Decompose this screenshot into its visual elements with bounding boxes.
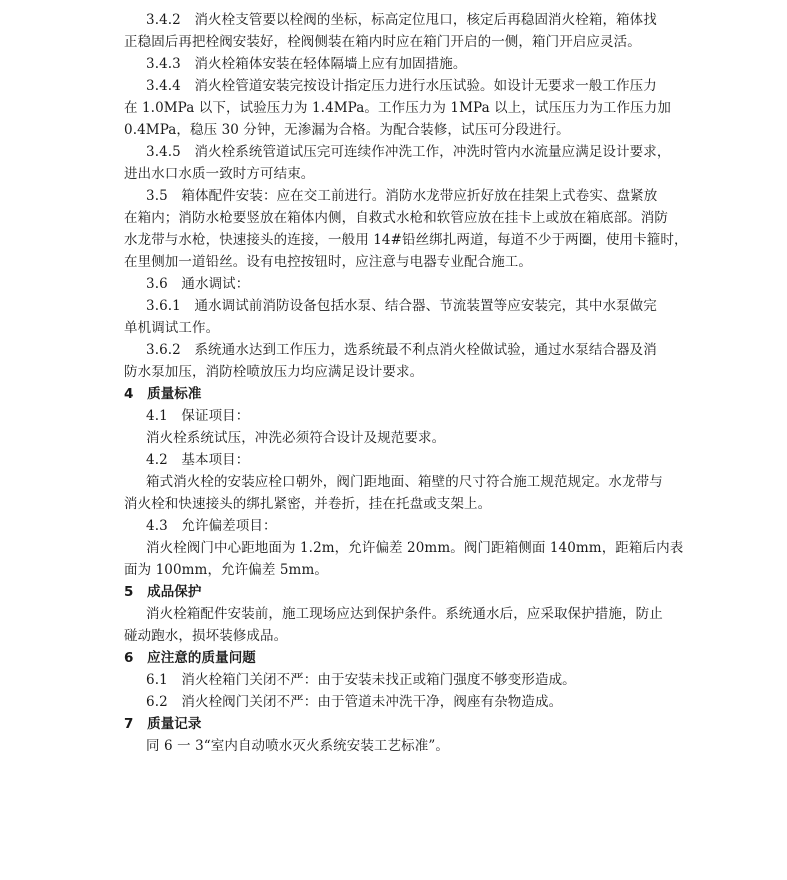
line-text: 4.3 允许偏差项目：	[146, 518, 277, 534]
line-text: 正稳固后再把栓阀安装好，栓阀侧装在箱内时应在箱门开启的一侧，箱门开启应灵活。	[124, 34, 641, 50]
line-text: 3.4.4 消火栓管道安装完按设计指定压力进行水压试验。如设计无要求一般工作压力	[146, 78, 657, 94]
text-line	[0, 230, 787, 251]
text-line	[0, 560, 787, 581]
line-text: 消火栓系统试压，冲洗必须符合设计及规范要求。	[146, 430, 446, 446]
line-text: 在里侧加一道铅丝。设有电控按钮时，应注意与电器专业配合施工。	[124, 254, 532, 270]
text-line	[0, 428, 787, 449]
section-heading	[0, 648, 787, 669]
section-heading	[0, 714, 787, 735]
line-text: 3.6.2 系统通水达到工作压力，选系统最不利点消火栓做试验，通过水泵结合器及消	[146, 342, 657, 358]
text-line	[0, 516, 787, 537]
line-text: 消火栓阀门中心距地面为 1.2m，允许偏差 20mm。阀门距箱侧面 140mm，距箱后内表	[146, 540, 684, 556]
line-text: 面为 100mm，允许偏差 5mm。	[124, 562, 328, 578]
section-heading	[0, 384, 787, 405]
line-text: 6.1 消火栓箱门关闭不严：由于安装未找正或箱门强度不够变形造成。	[146, 672, 576, 688]
text-line	[0, 274, 787, 295]
text-line	[0, 54, 787, 75]
text-line	[0, 670, 787, 691]
text-line	[0, 76, 787, 97]
text-line	[0, 98, 787, 119]
text-line	[0, 604, 787, 625]
line-text: 3.5 箱体配件安装：应在交工前进行。消防水龙带应折好放在挂架上式卷实、盘紧放	[146, 188, 658, 204]
line-text: 4.1 保证项目：	[146, 408, 250, 424]
line-text: 6 应注意的质量问题	[124, 650, 256, 666]
line-text: 4 质量标准	[124, 386, 202, 402]
text-line	[0, 142, 787, 163]
line-text: 消火栓和快速接头的绑扎紧密，并卷折，挂在托盘或支架上。	[124, 496, 492, 512]
line-text: 防水泵加压，消防栓喷放压力均应满足设计要求。	[124, 364, 424, 380]
line-text: 7 质量记录	[124, 716, 202, 732]
text-line	[0, 494, 787, 515]
text-line	[0, 626, 787, 647]
text-line	[0, 164, 787, 185]
line-text: 3.4.2 消火栓支管要以栓阀的坐标，标高定位甩口，核定后再稳固消火栓箱，箱体找	[146, 12, 657, 28]
text-line	[0, 406, 787, 427]
line-text: 水龙带与水枪，快速接头的连接，一般用 14#铅丝绑扎两道，每道不少于两圈，使用卡箍时，	[124, 232, 688, 248]
text-line	[0, 538, 787, 559]
line-text: 在 1.0MPa 以下，试验压力为 1.4MPa。工作压力为 1MPa 以上，试压压力为工作压力加	[124, 100, 671, 116]
text-line	[0, 472, 787, 493]
line-text: 3.6.1 通水调试前消防设备包括水泵、结合器、节流装置等应安装完，其中水泵做完	[146, 298, 657, 314]
line-text: 6.2 消火栓阀门关闭不严：由于管道未冲洗干净，阀座有杂物造成。	[146, 694, 563, 710]
text-line	[0, 208, 787, 229]
line-text: 同 6 一 3“室内自动喷水灭火系统安装工艺标准”。	[146, 738, 449, 754]
line-text: 3.4.5 消火栓系统管道试压完可连续作冲洗工作，冲洗时管内水流量应满足设计要求，	[146, 144, 671, 160]
line-text: 单机调试工作。	[124, 320, 220, 336]
line-text: 4.2 基本项目：	[146, 452, 250, 468]
text-line	[0, 252, 787, 273]
line-text: 0.4MPa，稳压 30 分钟，无渗漏为合格。为配合装修，试压可分段进行。	[124, 122, 570, 138]
line-text: 箱式消火栓的安装应栓口朝外，阀门距地面、箱壁的尺寸符合施工规范规定。水龙带与	[146, 474, 663, 490]
line-text: 消火栓箱配件安装前，施工现场应达到保护条件。系统通水后，应采取保护措施，防止	[146, 606, 663, 622]
text-line	[0, 736, 787, 757]
line-text: 5 成品保护	[124, 584, 202, 600]
text-line	[0, 10, 787, 31]
text-line	[0, 450, 787, 471]
text-line	[0, 32, 787, 53]
text-line	[0, 296, 787, 317]
text-line	[0, 340, 787, 361]
section-heading	[0, 582, 787, 603]
line-text: 进出水口水质一致时方可结束。	[124, 166, 315, 182]
text-line	[0, 318, 787, 339]
line-text: 3.6 通水调试：	[146, 276, 250, 292]
text-line	[0, 692, 787, 713]
line-text: 碰动跑水，损坏装修成品。	[124, 628, 288, 644]
text-line	[0, 186, 787, 207]
line-text: 3.4.3 消火栓箱体安装在轻体隔墙上应有加固措施。	[146, 56, 467, 72]
line-text: 在箱内；消防水枪要竖放在箱体内侧，自救式水枪和软管应放在挂卡上或放在箱底部。消防	[124, 210, 668, 226]
text-line	[0, 120, 787, 141]
text-line	[0, 362, 787, 383]
